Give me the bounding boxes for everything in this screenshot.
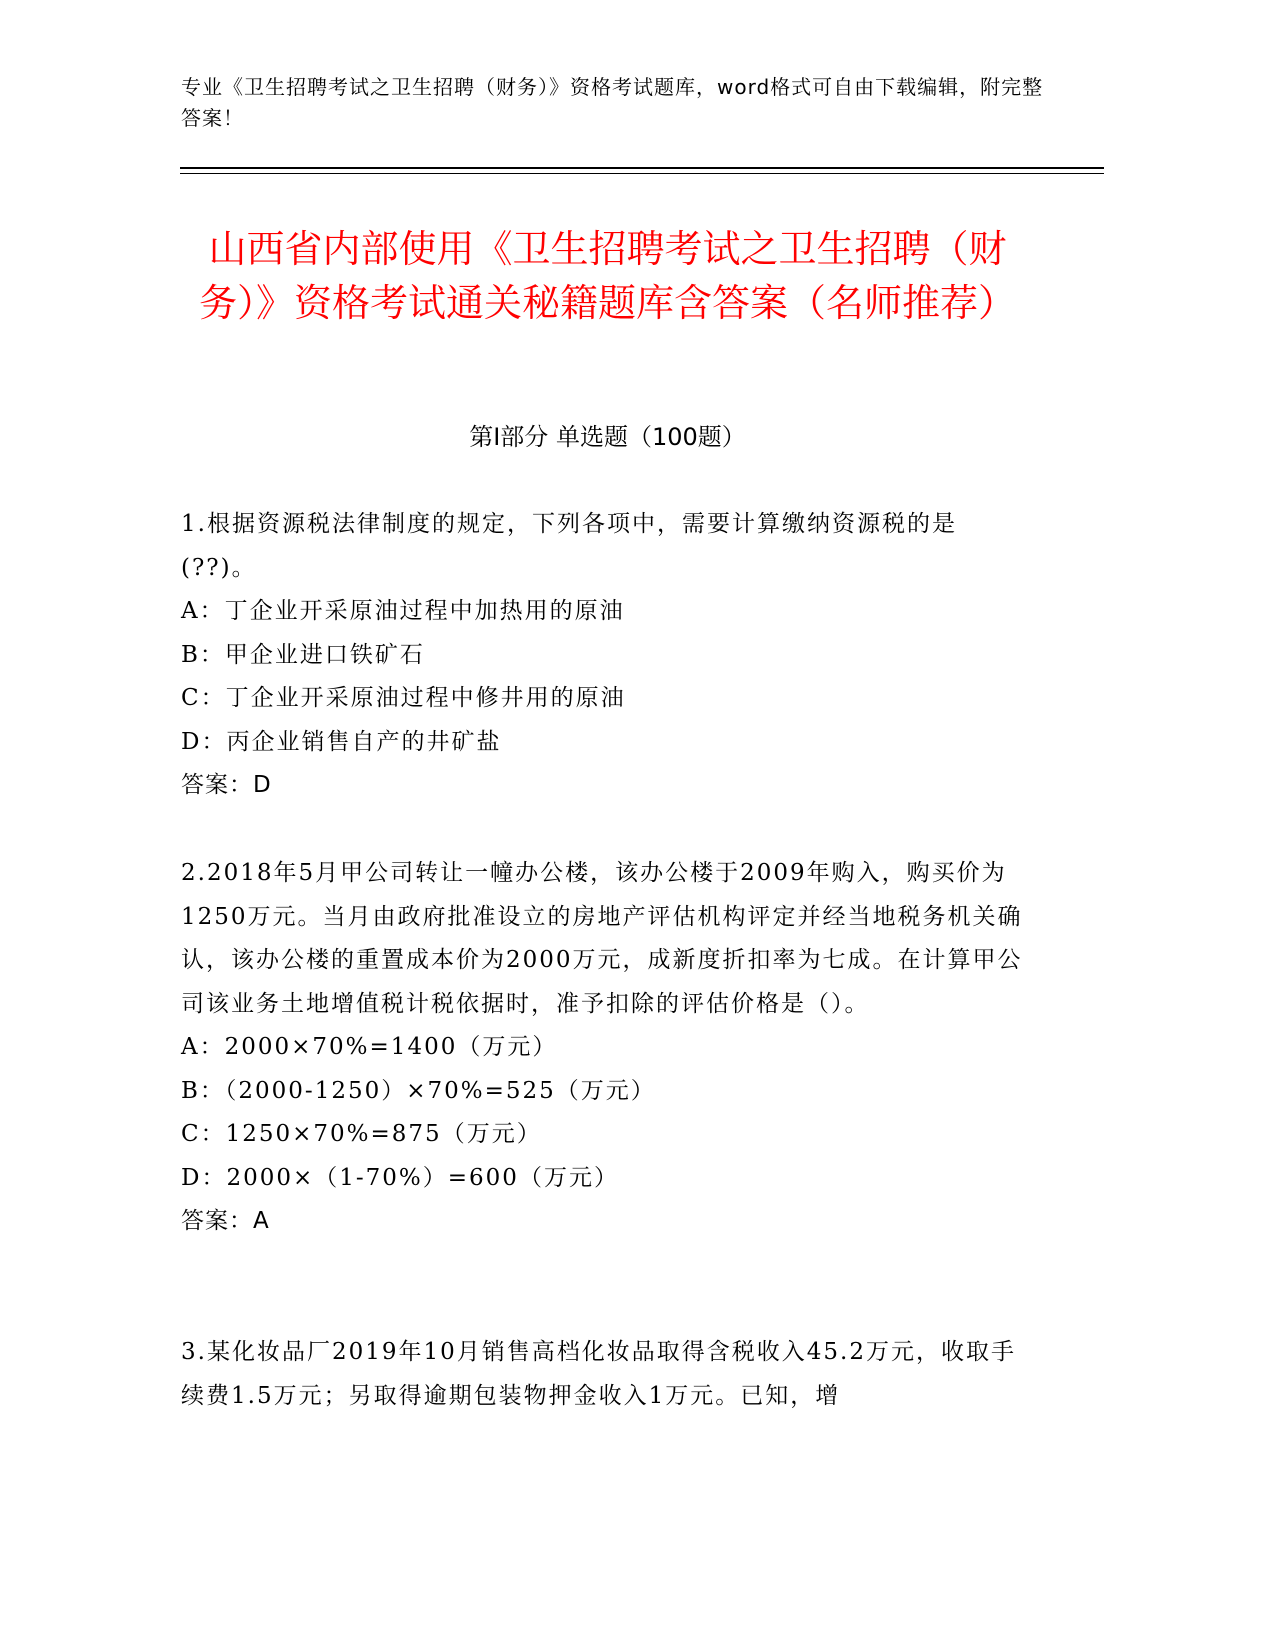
- question-stem: 3.某化妆品厂2019年10月销售高档化妆品取得含税收入45.2万元，收取手续费1.5万元；另取得逾期包装物押金收入1万元。已知，增: [181, 1339, 1016, 1409]
- option-c: C：1250×70%=875（万元）: [181, 1121, 542, 1147]
- option-a: A：2000×70%=1400（万元）: [181, 1034, 558, 1060]
- option-d: D：2000×（1-70%）=600（万元）: [181, 1164, 619, 1191]
- question-3: [181, 1331, 1031, 1418]
- option-d: D：丙企业销售自产的井矿盐: [181, 728, 502, 755]
- option-c: C：丁企业开采原油过程中修井用的原油: [181, 685, 626, 711]
- question-2: [181, 852, 1031, 1244]
- document-title: 山西省内部使用《卫生招聘考试之卫生招聘（财务）》资格考试通关秘籍题库含答案（名师推荐）: [198, 227, 1016, 325]
- header-divider-thin: [180, 173, 1104, 174]
- header-note: 专业《卫生招聘考试之卫生招聘（财务）》资格考试题库，word格式可自由下载编辑，附完整答案！: [181, 75, 1044, 130]
- question-stem: 1.根据资源税法律制度的规定，下列各项中，需要计算缴纳资源税的是(??)。: [181, 511, 957, 581]
- section-heading: 第Ⅰ部分 单选题（100题）: [469, 423, 746, 451]
- answer: 答案：D: [181, 772, 272, 798]
- header-divider: [180, 167, 1104, 169]
- question-1: [181, 503, 1031, 808]
- option-b: B：（2000-1250）×70%=525（万元）: [181, 1077, 656, 1104]
- option-a: A：丁企业开采原油过程中加热用的原油: [181, 598, 625, 624]
- answer: 答案：A: [181, 1208, 270, 1234]
- option-b: B：甲企业进口铁矿石: [181, 641, 425, 668]
- question-stem: 2.2018年5月甲公司转让一幢办公楼，该办公楼于2009年购入，购买价为1250万元。当月由政府批准设立的房地产评估机构评定并经当地税务机关确认，该办公楼的重置成本价为2000万元，成新度折扣率为七成。在计算甲公司该业务土地增值税计税依据时，准予扣除的评估价格是（）。: [181, 860, 1023, 1017]
